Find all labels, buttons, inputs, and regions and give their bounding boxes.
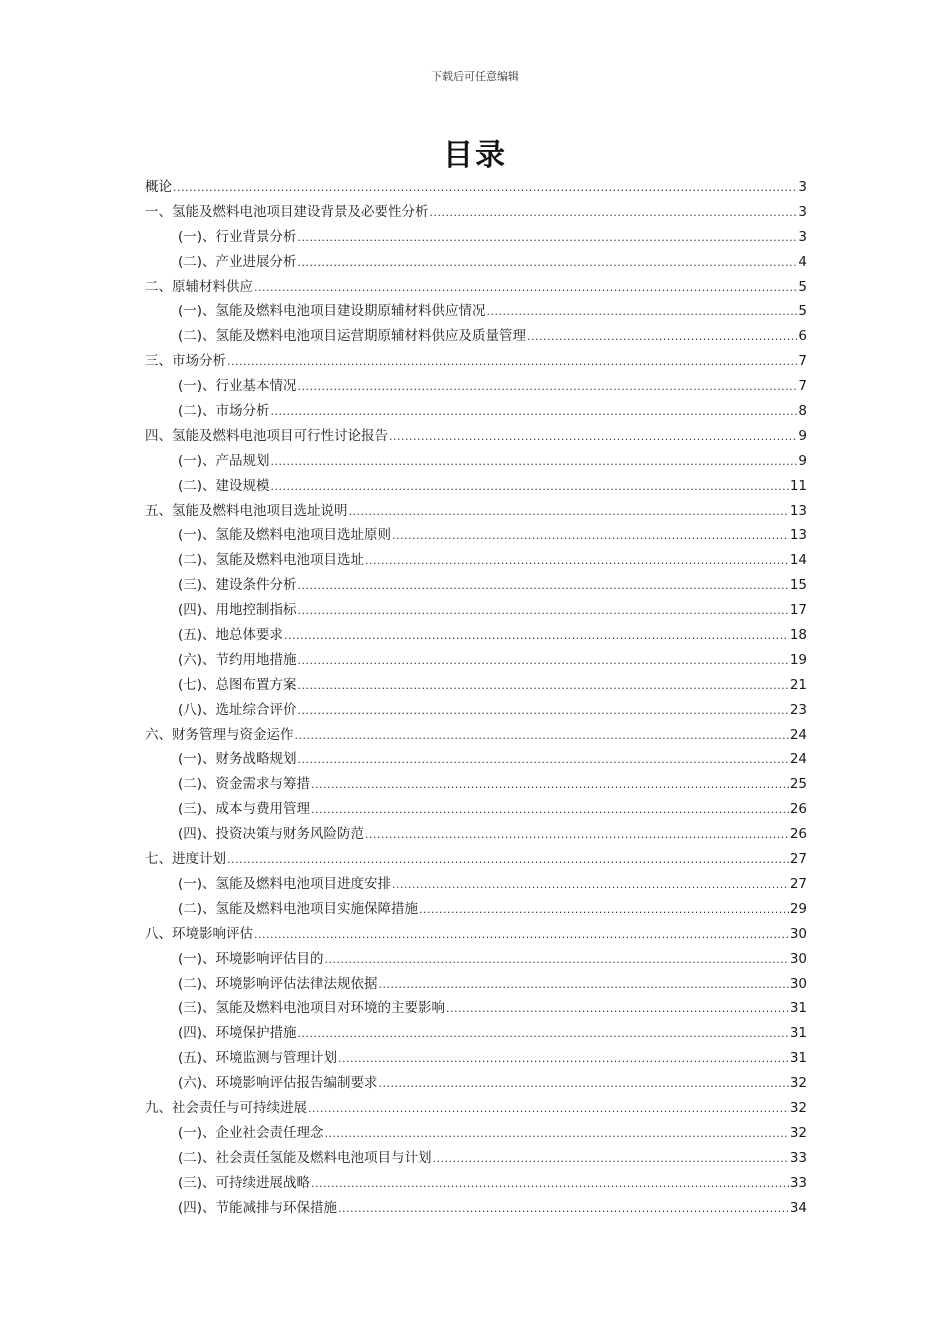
toc-entry-title: 五、氢能及燃料电池项目选址说明 <box>145 502 348 519</box>
toc-dot-leader <box>487 305 798 318</box>
toc-dot-leader <box>392 529 789 542</box>
toc-entry-page-number: 31 <box>789 1050 807 1067</box>
toc-dot-leader <box>298 654 789 667</box>
toc-dot-leader <box>379 978 789 991</box>
toc-dot-leader <box>173 181 797 194</box>
toc-entry-page-number: 5 <box>798 303 807 320</box>
toc-entry-title: (四)、用地控制指标 <box>178 602 297 619</box>
toc-entry-page-number: 7 <box>798 353 807 370</box>
toc-entry-page-number: 23 <box>789 701 807 718</box>
toc-dot-leader <box>298 579 789 592</box>
toc-section-entry[interactable] <box>145 1021 807 1046</box>
toc-chapter-entry[interactable] <box>145 922 807 947</box>
toc-section-entry[interactable] <box>145 673 807 698</box>
toc-entry-title: (一)、财务战略规划 <box>178 751 297 768</box>
toc-dot-leader <box>365 828 789 841</box>
toc-dot-leader <box>349 505 789 518</box>
toc-chapter-entry[interactable] <box>145 499 807 524</box>
toc-entry-title: (七)、总图布置方案 <box>178 676 297 693</box>
toc-section-entry[interactable] <box>145 996 807 1021</box>
toc-entry-page-number: 27 <box>789 875 807 892</box>
toc-dot-leader <box>298 753 789 766</box>
toc-dot-leader <box>271 405 798 418</box>
toc-entry-title: (一)、氢能及燃料电池项目选址原则 <box>178 527 392 544</box>
toc-title: 目录 <box>443 138 507 173</box>
toc-entry-page-number: 32 <box>789 1124 807 1141</box>
toc-chapter-entry[interactable] <box>145 275 807 300</box>
toc-dot-leader <box>227 355 797 368</box>
toc-entry-title: (三)、建设条件分析 <box>178 577 297 594</box>
toc-entry-page-number: 5 <box>798 278 807 295</box>
toc-dot-leader <box>379 1077 789 1090</box>
toc-entry-title: (二)、市场分析 <box>178 403 270 420</box>
toc-entry-title: 三、市场分析 <box>145 353 226 370</box>
toc-entry-title: 六、财务管理与资金运作 <box>145 726 294 743</box>
toc-dot-leader <box>295 729 789 742</box>
toc-section-entry[interactable] <box>145 1171 807 1196</box>
toc-dot-leader <box>446 1002 789 1015</box>
toc-entry-title: 概论 <box>145 179 172 195</box>
toc-section-entry[interactable] <box>145 797 807 822</box>
toc-entry-page-number: 25 <box>789 776 807 793</box>
toc-entry-title: 八、环境影响评估 <box>145 925 253 942</box>
toc-entry-page-number: 30 <box>789 925 807 942</box>
toc-entry-title: 四、氢能及燃料电池项目可行性讨论报告 <box>145 427 388 444</box>
toc-dot-leader <box>254 928 789 941</box>
toc-entry-page-number: 34 <box>789 1199 807 1216</box>
toc-entry-page-number: 33 <box>789 1149 807 1166</box>
toc-section-entry[interactable] <box>145 548 807 573</box>
toc-entry-title: 九、社会责任与可持续进展 <box>145 1099 307 1116</box>
toc-entry-title: 二、原辅材料供应 <box>145 278 253 295</box>
toc-dot-leader <box>254 281 797 294</box>
toc-chapter-entry[interactable] <box>145 847 807 872</box>
toc-entry-title: (一)、氢能及燃料电池项目进度安排 <box>178 875 392 892</box>
toc-dot-leader <box>284 629 789 642</box>
toc-entry-title: (二)、建设规模 <box>178 477 270 494</box>
toc-section-entry[interactable] <box>145 399 807 424</box>
toc-dot-leader <box>271 480 789 493</box>
toc-section-entry[interactable] <box>145 225 807 250</box>
toc-section-entry[interactable] <box>145 623 807 648</box>
toc-dot-leader <box>298 679 789 692</box>
toc-section-entry[interactable] <box>145 324 807 349</box>
toc-entry-page-number: 11 <box>789 477 807 494</box>
toc-entry-page-number: 24 <box>789 726 807 743</box>
toc-dot-leader <box>227 853 789 866</box>
toc-section-entry[interactable] <box>145 1146 807 1171</box>
toc-dot-leader <box>298 604 789 617</box>
toc-section-entry[interactable] <box>145 449 807 474</box>
toc-entry-page-number: 13 <box>789 502 807 519</box>
toc-chapter-entry[interactable] <box>145 200 807 225</box>
table-of-contents <box>145 175 807 1220</box>
toc-entry-title: (一)、行业背景分析 <box>178 228 297 245</box>
toc-dot-leader <box>392 878 789 891</box>
toc-entry-page-number: 3 <box>798 228 807 245</box>
toc-dot-leader <box>419 903 789 916</box>
toc-dot-leader <box>325 1127 789 1140</box>
toc-entry-page-number: 30 <box>789 975 807 992</box>
toc-section-entry[interactable] <box>145 573 807 598</box>
toc-section-entry[interactable] <box>145 648 807 673</box>
toc-entry-title: (二)、氢能及燃料电池项目选址 <box>178 552 365 569</box>
toc-entry-title: (八)、选址综合评价 <box>178 701 297 718</box>
toc-entry-page-number: 7 <box>798 378 807 395</box>
toc-dot-leader <box>365 554 789 567</box>
toc-dot-leader <box>311 803 789 816</box>
toc-section-entry[interactable] <box>145 523 807 548</box>
toc-section-entry[interactable] <box>145 299 807 324</box>
toc-entry-title: (三)、成本与费用管理 <box>178 801 311 818</box>
toc-entry-title: (六)、节约用地措施 <box>178 651 297 668</box>
toc-chapter-entry[interactable] <box>145 349 807 374</box>
toc-entry-title: (五)、环境监测与管理计划 <box>178 1050 338 1067</box>
toc-dot-leader <box>338 1202 789 1215</box>
toc-entry-page-number: 8 <box>798 403 807 420</box>
toc-entry-page-number: 32 <box>789 1075 807 1092</box>
toc-entry-page-number: 29 <box>789 900 807 917</box>
toc-entry-page-number: 18 <box>789 627 807 644</box>
toc-chapter-entry[interactable] <box>145 723 807 748</box>
toc-entry-title: (一)、氢能及燃料电池项目建设期原辅材料供应情况 <box>178 303 486 320</box>
toc-entry-page-number: 3 <box>798 179 807 195</box>
toc-entry-page-number: 30 <box>789 950 807 967</box>
toc-section-entry[interactable] <box>145 1121 807 1146</box>
toc-entry-title: 一、氢能及燃料电池项目建设背景及必要性分析 <box>145 203 429 220</box>
toc-entry-title: (二)、氢能及燃料电池项目实施保障措施 <box>178 900 419 917</box>
toc-section-entry[interactable] <box>145 872 807 897</box>
toc-entry-title: (一)、产品规划 <box>178 452 270 469</box>
toc-entry-page-number: 26 <box>789 826 807 843</box>
toc-entry-title: (二)、资金需求与筹措 <box>178 776 311 793</box>
toc-entry-title: (二)、环境影响评估法律法规依据 <box>178 975 378 992</box>
toc-entry-page-number: 17 <box>789 602 807 619</box>
toc-section-entry[interactable] <box>145 772 807 797</box>
toc-section-entry[interactable] <box>145 947 807 972</box>
toc-section-entry[interactable] <box>145 897 807 922</box>
toc-entry-page-number: 31 <box>789 1025 807 1042</box>
toc-section-entry[interactable] <box>145 1046 807 1071</box>
toc-section-entry[interactable] <box>145 250 807 275</box>
toc-dot-leader <box>298 1027 789 1040</box>
toc-entry-title: (一)、行业基本情况 <box>178 378 297 395</box>
toc-entry-page-number: 3 <box>798 203 807 220</box>
toc-section-entry[interactable] <box>145 374 807 399</box>
toc-entry-page-number: 31 <box>789 1000 807 1017</box>
toc-entry-title: (一)、环境影响评估目的 <box>178 950 324 967</box>
toc-entry-page-number: 33 <box>789 1174 807 1191</box>
toc-dot-leader <box>527 330 797 343</box>
toc-dot-leader <box>298 256 798 269</box>
toc-dot-leader <box>338 1052 789 1065</box>
toc-entry-title: (四)、节能减排与环保措施 <box>178 1199 338 1216</box>
toc-dot-leader <box>298 380 798 393</box>
toc-entry-page-number: 26 <box>789 801 807 818</box>
toc-entry-page-number: 21 <box>789 676 807 693</box>
toc-entry-title: (二)、社会责任氢能及燃料电池项目与计划 <box>178 1149 432 1166</box>
toc-section-entry[interactable] <box>145 822 807 847</box>
page-header-note: 下载后可任意编辑 <box>431 70 519 83</box>
toc-entry-page-number: 4 <box>798 253 807 270</box>
toc-entry-title: (二)、产业进展分析 <box>178 253 297 270</box>
toc-entry-page-number: 9 <box>798 427 807 444</box>
toc-entry-title: (三)、可持续进展战略 <box>178 1174 311 1191</box>
toc-dot-leader <box>433 1152 789 1165</box>
toc-section-entry[interactable] <box>145 972 807 997</box>
toc-entry-page-number: 27 <box>789 851 807 868</box>
toc-section-entry[interactable] <box>145 474 807 499</box>
toc-chapter-entry[interactable] <box>145 175 807 200</box>
toc-entry-title: (五)、地总体要求 <box>178 627 284 644</box>
toc-entry-page-number: 6 <box>798 328 807 345</box>
toc-entry-title: (二)、氢能及燃料电池项目运营期原辅材料供应及质量管理 <box>178 328 527 345</box>
toc-entry-title: 七、进度计划 <box>145 851 226 868</box>
toc-dot-leader <box>325 953 789 966</box>
toc-entry-page-number: 14 <box>789 552 807 569</box>
toc-entry-title: (四)、环境保护措施 <box>178 1025 297 1042</box>
toc-entry-page-number: 19 <box>789 651 807 668</box>
toc-entry-page-number: 15 <box>789 577 807 594</box>
toc-chapter-entry[interactable] <box>145 1096 807 1121</box>
toc-dot-leader <box>389 430 797 443</box>
toc-entry-title: (三)、氢能及燃料电池项目对环境的主要影响 <box>178 1000 446 1017</box>
toc-chapter-entry[interactable] <box>145 424 807 449</box>
toc-entry-title: (一)、企业社会责任理念 <box>178 1124 324 1141</box>
toc-entry-page-number: 32 <box>789 1099 807 1116</box>
toc-entry-title: (四)、投资决策与财务风险防范 <box>178 826 365 843</box>
toc-entry-page-number: 24 <box>789 751 807 768</box>
toc-dot-leader <box>298 231 798 244</box>
toc-entry-page-number: 13 <box>789 527 807 544</box>
toc-dot-leader <box>298 704 789 717</box>
toc-dot-leader <box>311 778 789 791</box>
toc-entry-page-number: 9 <box>798 452 807 469</box>
toc-dot-leader <box>271 455 798 468</box>
toc-dot-leader <box>430 206 798 219</box>
toc-dot-leader <box>311 1177 789 1190</box>
toc-dot-leader <box>308 1102 789 1115</box>
toc-entry-title: (六)、环境影响评估报告编制要求 <box>178 1075 378 1092</box>
toc-section-entry[interactable] <box>145 1071 807 1096</box>
toc-section-entry[interactable] <box>145 747 807 772</box>
toc-section-entry[interactable] <box>145 598 807 623</box>
toc-section-entry[interactable] <box>145 1196 807 1221</box>
toc-section-entry[interactable] <box>145 698 807 723</box>
